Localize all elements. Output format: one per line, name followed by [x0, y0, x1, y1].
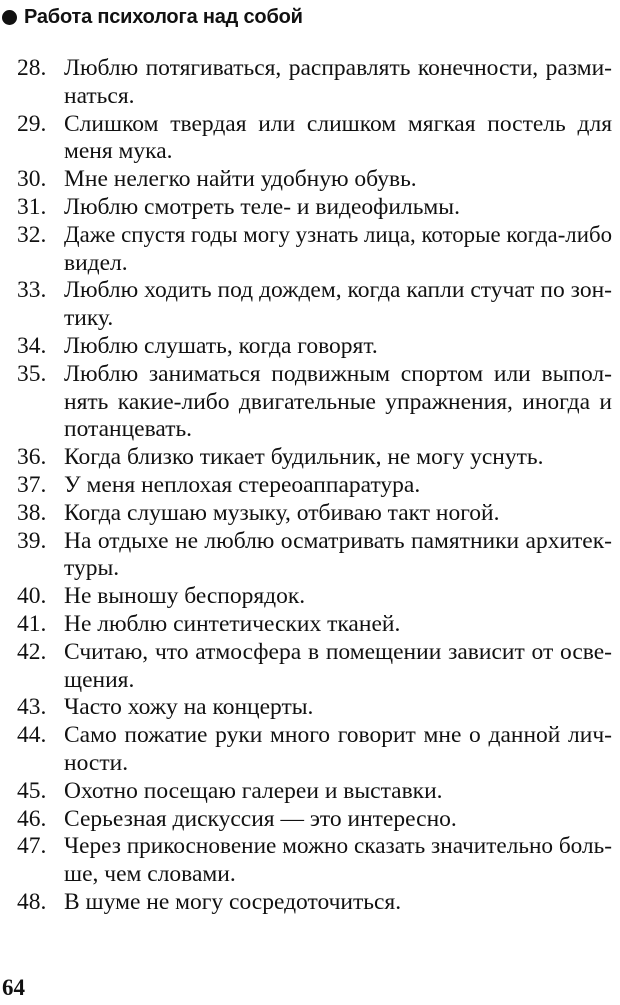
- item-number: 30.: [17, 166, 47, 193]
- item-text-line: ше, чем словами.: [64, 861, 236, 888]
- item-number: 46.: [17, 805, 47, 832]
- item-text: [64, 166, 612, 194]
- item-text: [64, 500, 612, 528]
- item-text-line: наться.: [64, 82, 135, 109]
- item-text-line: Люблю потягиваться, расправлять конечности, разми-: [64, 55, 612, 81]
- item-text-line: Часто хожу на концерты.: [64, 694, 314, 721]
- item-text-line: Серьезная дискуссия — это интересно.: [64, 805, 457, 832]
- item-number: 42.: [17, 638, 47, 665]
- item-number: 39.: [17, 527, 47, 554]
- item-text-line: нять какие-либо двигательные упражнения, иногда и: [64, 388, 612, 415]
- item-text-line: Люблю ходить под дождем, когда капли стучат по зон-: [64, 277, 612, 304]
- item-number: 44.: [17, 722, 47, 749]
- running-head: [2, 3, 303, 31]
- list-item: [0, 611, 620, 639]
- item-text-line: ности.: [64, 749, 129, 776]
- item-text: [64, 55, 612, 111]
- item-number: 45.: [17, 777, 47, 804]
- item-number: 34.: [17, 332, 47, 359]
- item-number: 29.: [17, 110, 47, 137]
- list-item: [0, 722, 620, 778]
- item-text: [64, 639, 612, 695]
- item-number: 33.: [17, 277, 47, 304]
- list-item: [0, 194, 620, 222]
- item-number: 47.: [17, 833, 47, 860]
- list-item: [0, 583, 620, 611]
- list-item: [0, 277, 620, 333]
- item-text-line: Само пожатие руки много говорит мне о данной лич-: [64, 722, 612, 749]
- list-item: [0, 444, 620, 472]
- item-number: 41.: [17, 610, 47, 637]
- item-text: [64, 806, 612, 834]
- item-text-line: Люблю заниматься подвижным спортом или выпол-: [64, 360, 612, 387]
- page-number: 64: [2, 975, 25, 1000]
- item-number: 36.: [17, 444, 47, 471]
- item-text-line: тику.: [64, 305, 114, 332]
- item-text-line: В шуме не могу сосредоточиться.: [64, 888, 402, 915]
- item-text-line: щения.: [64, 666, 135, 693]
- item-text-line: меня мука.: [64, 138, 173, 165]
- bullet-icon: [2, 10, 17, 25]
- list-item: [0, 778, 620, 806]
- item-text: [64, 333, 612, 361]
- item-text: [64, 277, 612, 333]
- list-item: [0, 833, 620, 889]
- item-text: [64, 472, 612, 500]
- list-item: [0, 361, 620, 444]
- item-number: 31.: [17, 193, 47, 220]
- list-item: [0, 472, 620, 500]
- item-text: [64, 222, 612, 278]
- item-number: 40.: [17, 583, 47, 610]
- item-text: [64, 111, 612, 167]
- item-text-line: Охотно посещаю галереи и выставки.: [64, 777, 443, 804]
- item-text-line: Через прикосновение можно сказать значительно боль-: [64, 833, 612, 860]
- list-item: [0, 111, 620, 167]
- item-text: [64, 778, 612, 806]
- list-item: [0, 333, 620, 361]
- item-text-line: На отдыхе не люблю осматривать памятники архитек-: [64, 527, 612, 554]
- item-text-line: У меня неплохая стереоаппаратура.: [64, 471, 421, 498]
- item-text-line: видел.: [64, 249, 128, 276]
- list-item: [0, 500, 620, 528]
- item-text-line: Когда близко тикает будильник, не могу уснуть.: [64, 444, 544, 471]
- item-number: 37.: [17, 471, 47, 498]
- item-text: [64, 611, 612, 639]
- item-text-line: Люблю слушать, когда говорят.: [64, 332, 378, 359]
- item-text: [64, 528, 612, 584]
- list-item: [0, 528, 620, 584]
- item-text-line: Даже спустя годы могу узнать лица, которые когда-либо: [64, 221, 613, 248]
- item-number: 38.: [17, 499, 47, 526]
- item-number: 35.: [17, 360, 47, 387]
- questionnaire-list: [0, 55, 620, 917]
- item-text: [64, 694, 612, 722]
- item-text-line: Не люблю синтетических тканей.: [64, 610, 401, 637]
- list-item: [0, 806, 620, 834]
- list-item: [0, 55, 620, 111]
- item-text-line: Считаю, что атмосфера в помещении зависит от осве-: [64, 638, 613, 665]
- item-text-line: Люблю смотреть теле- и видеофильмы.: [64, 193, 460, 220]
- list-item: [0, 694, 620, 722]
- item-text: [64, 722, 612, 778]
- item-text-line: туры.: [64, 555, 120, 582]
- item-text: [64, 889, 612, 917]
- item-number: 32.: [17, 221, 47, 248]
- item-text: [64, 583, 612, 611]
- list-item: [0, 639, 620, 695]
- item-text: [64, 833, 612, 889]
- item-number: 48.: [17, 888, 47, 915]
- item-text-line: Слишком твердая или слишком мягкая постель для: [64, 110, 612, 137]
- item-text-line: потанцевать.: [64, 416, 193, 443]
- item-text-line: Когда слушаю музыку, отбиваю такт ногой.: [64, 499, 500, 526]
- list-item: [0, 166, 620, 194]
- running-head-title: Работа психолога над собой: [24, 5, 303, 28]
- list-item: [0, 222, 620, 278]
- item-number: 28.: [17, 55, 47, 81]
- list-item: [0, 889, 620, 917]
- item-text: [64, 361, 612, 444]
- item-text: [64, 194, 612, 222]
- item-text-line: Не выношу беспорядок.: [64, 583, 306, 610]
- item-number: 43.: [17, 694, 47, 721]
- item-text-line: Мне нелегко найти удобную обувь.: [64, 166, 417, 193]
- item-text: [64, 444, 612, 472]
